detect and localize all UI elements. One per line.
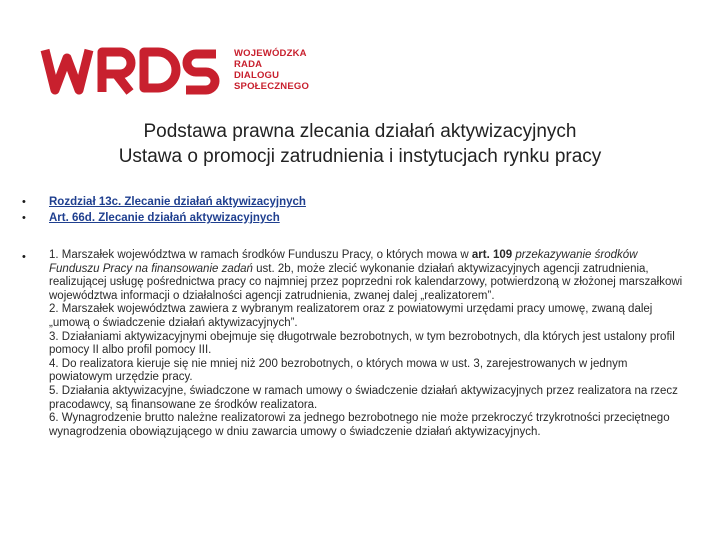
wrds-logo (40, 40, 320, 102)
wrds-logo-mark (40, 44, 224, 96)
list-item (22, 194, 306, 210)
title-line-2: Ustawa o promocji zatrudnienia i instytucjach rynku pracy (118, 146, 602, 167)
logo-wordmark (234, 48, 309, 92)
paragraph-4: 4. Do realizatora kieruje się nie mniej niż 200 bezrobotnych, o których mowa w ust. 3, zarejestrowanych w jednym powiatowym urzędzie pracy. (49, 357, 628, 384)
link-art-66d[interactable]: Art. 66d. Zlecanie działań aktywizacyjnych (49, 212, 280, 224)
list-item (22, 210, 306, 226)
logo-word: SPOŁECZNEGO (234, 81, 310, 92)
link-rozdzial-13c[interactable]: Rozdział 13c. Zlecanie działań aktywizacyjnych (49, 196, 306, 208)
paragraph-2: 2. Marszałek województwa zawiera z wybranym realizatorem oraz z powiatowymi urzędami pracy umowę, zwaną dalej „umową o świadczenie działań aktywizacyjnych”. (49, 303, 653, 329)
logo-word: RADA (234, 59, 263, 70)
bullet-icon: • (22, 196, 26, 208)
art-109-title: przekazywanie środków Funduszu Pracy na finansowanie zadań (49, 249, 638, 275)
bullet-icon: • (22, 212, 26, 224)
paragraph-1-text-b: ust. 2b, może zlecić wykonanie działań aktywizacyjnych agencji zatrudnienia, realizującej usługę pośrednictwa pracy co najmniej przez poprzedni rok kalendarzowy, potwierdzoną w złożonej marszałkowi województwa informacji o działalności agencji zatrudnienia, zwanej dalej „realizatorem”. (49, 262, 683, 302)
paragraph-5: 5. Działania aktywizacyjne, świadczone w ramach umowy o świadczenie działań aktywizacyjnych przez realizatora na rzecz pracodawcy, są finansowane ze środków realizatora. (49, 384, 678, 411)
legal-links-list (22, 194, 306, 226)
article-text (49, 249, 689, 439)
logo-word: DIALOGU (234, 70, 280, 81)
article-content (22, 249, 702, 439)
art-109-reference: art. 109 (471, 249, 513, 261)
paragraph-3: 3. Działaniami aktywizacyjnymi obejmuje się długotrwale bezrobotnych, w tym bezrobotnych, dla których jest ustalony profil pomocy II albo profil pomocy III. (49, 330, 675, 357)
bullet-icon: • (22, 251, 26, 263)
paragraph-1 (49, 249, 689, 303)
slide-title (0, 119, 720, 169)
title-line-1: Podstawa prawna zlecania działań aktywizacyjnych (143, 121, 577, 142)
paragraph-1-text-a: 1. Marszałek województwa w ramach środków Funduszu Pracy, o których mowa w (49, 249, 472, 261)
paragraph-6: 6. Wynagrodzenie brutto należne realizatorowi za jednego bezrobotnego nie może przekroczyć trzykrotności przeciętnego wynagrodzenia obowiązującego w dniu zawarcia umowy o świadczenie działań aktywizacyjnych. (49, 412, 670, 438)
logo-word: WOJEWÓDZKA (234, 48, 307, 59)
